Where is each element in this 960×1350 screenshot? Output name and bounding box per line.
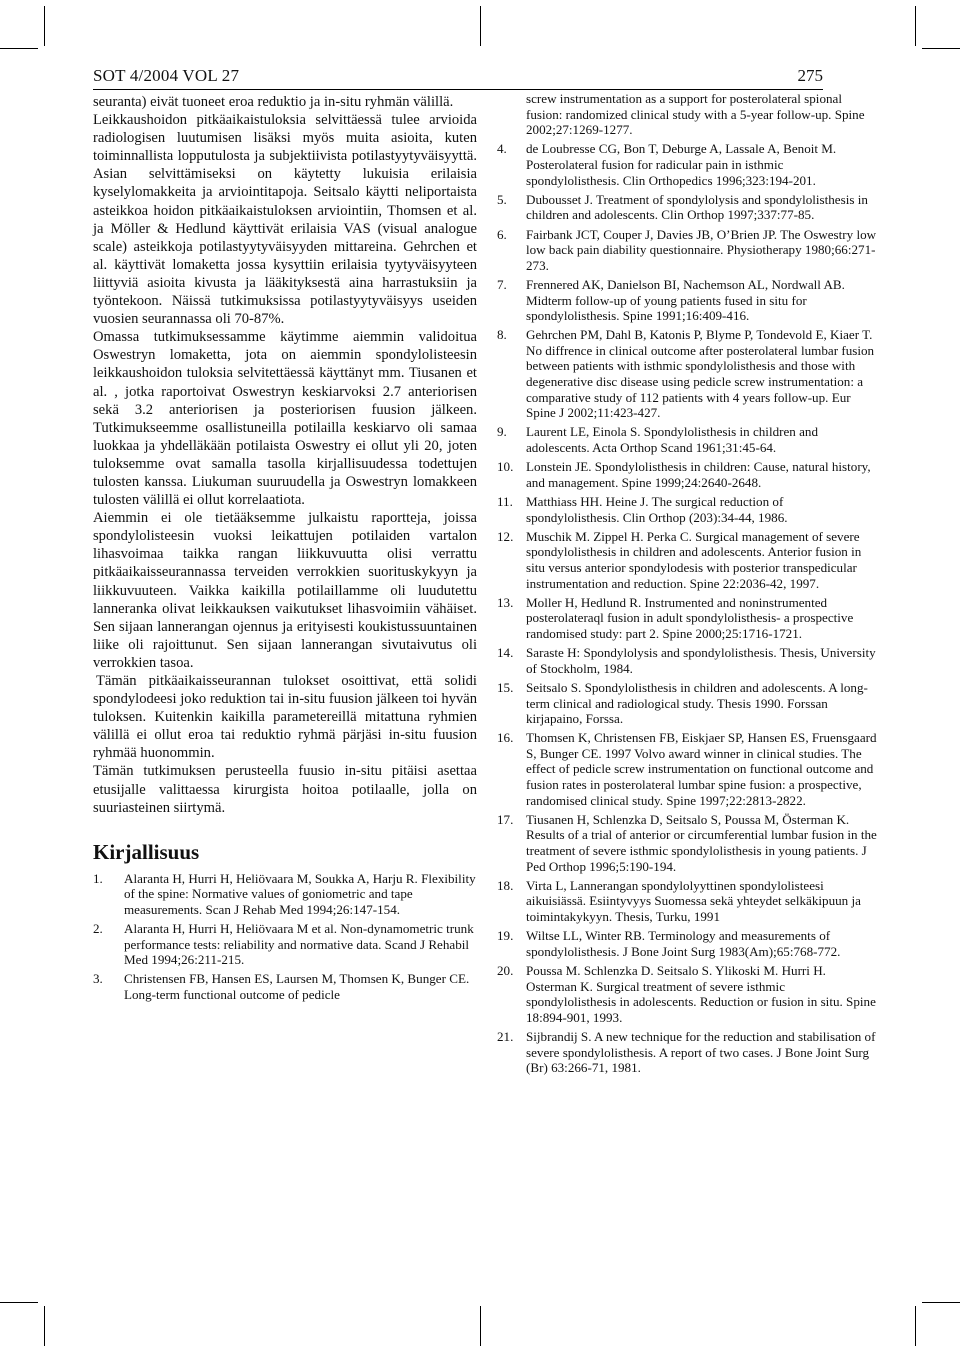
reference-item (497, 680, 877, 727)
crop-mark (44, 1306, 45, 1346)
reference-item (497, 227, 877, 274)
left-column (93, 93, 477, 1006)
reference-text: Moller H, Hedlund R. Instrumented and noninstrumented posterolateraql fusion in adult spondylolisthesis- a prospective randomised study: part 2. Spine 2000;25:1716-1721. (526, 594, 854, 641)
body-paragraph: Aiemmin ei ole tietääksemme julkaistu raportteja, joissa spondylolisteesin vuoksi leikattujen potilaiden vartalon lihasvoimaa taikka rangan liikkuvuutta olisi verrattu pitkäaikaisseurannassa terveiden verrokkien suorituskykyyn ja liikkuvuuteen. Vaikka kaikilla potilaillamme oli luudutettu lanneranka olivat leikkauksen vaikutukset lihasvoimiin vähäiset. Sen sijaan lannerangan ojennus ja erityisesti koukistussuuntainen liike oli rajoittunut. Sen sijaan lannerangan sivutaivutus oli verrokkien tasoa. (93, 510, 477, 671)
reference-number: 6. (497, 226, 507, 242)
reference-text: Fairbank JCT, Couper J, Davies JB, O’Brien JP. The Oswestry low low back pain diability questionnaire. Physiotherapy 1980;66:271-273. (526, 226, 877, 273)
reference-number: 10. (497, 459, 514, 475)
reference-item (497, 730, 877, 808)
reference-text: Lonstein JE. Spondylolisthesis in children: Cause, natural history, and management. Spine 1999;24:2640-2648. (526, 459, 871, 490)
reference-item (497, 963, 877, 1025)
reference-item (497, 812, 877, 874)
reference-number: 8. (497, 327, 507, 343)
reference-number: 2. (93, 921, 103, 937)
reference-text: Frennered AK, Danielson BI, Nachemson AL, Nordwall AB. Midterm follow-up of young patients fused in situ for spondylolisthesis. Spine 1991;16:409-416. (526, 276, 845, 324)
crop-mark (922, 48, 960, 49)
body-paragraph: Omassa tutkimuksessamme käytimme aiemmin validoitua Oswestryn lomaketta, jota on aiemmin spondylolisteesin leikkaushoidon tuloksia selvitettäessä käyttänyt mm. Tiusanen et al. , jotka raportoivat Oswestryn keskiarvoksi 2.7 anteriorisen sekä 3.2 anteriorisen ja posteriorisen fuusion jälkeen. Tutkimukseemme osallistuneilla potilailla keskiarvo oli samaa luokkaa ja yhdelläkään potilaista Oswestry ei ollut yli 20, joten tuloksemme ovat samalla tasolla kirjallisuudessa todettujen tulosten kanssa. Liukuman suuruudella ja Oswestryn lomakkeen tulosten välillä ei ollut korrelaatiota. (93, 329, 477, 509)
body-paragraph: Leikkaushoidon pitkäaikaistuloksia selvittäessä tulee arvioida radiologisen luutumisen lisäksi myös muita asioita, kuten toiminnallista lopputulosta ja subjektiivista potilastyytyväisyyttä. Asian selvittämiseksi on käytetty lukuisia erilaisia kyselylomakkeita ja arviointitapoja. Seitsalo käytti neliportaista asteikkoa hoidon pitkäaikaistuloksen arviointiin, Thomsen et al. ja Möller & Hedlund käyttivät erilaisia VAS (visual analogue scale) asteikkoja potilastyytyväisyyden mittareina. Gehrchen et al. käyttivät lomaketta jossa kysyttiin erilaisia tyytyväisyyteen liittyviä asioita kivusta ja lääkityksestä aina harrastuksiin ja työntekoon. Näissä tutkimuksissa potilastyytyväisyys useiden vuosien seurannassa oli 70-87%. (93, 112, 477, 328)
page-header (93, 66, 823, 90)
crop-mark (480, 6, 481, 46)
reference-number: 7. (497, 276, 507, 292)
crop-mark (0, 1302, 38, 1303)
reference-text: Christensen FB, Hansen ES, Laursen M, Thomsen K, Bunger CE. Long-term functional outcome of pedicle (124, 971, 470, 1002)
reference-list (93, 871, 477, 1003)
reference-text: Gehrchen PM, Dahl B, Katonis P, Blyme P, Tondevold E, Kiaer T. No diffrence in clinical outcome after posterolateral lumbar fusion between patients with isthmic spondylolisthesis and those with degenerative disc disease using pedicle screw instrumentation: a comparative study of 112 patients with 4 years follow-up. Eur Spine J 2002;11:423-427. (526, 327, 875, 421)
reference-text: de Loubresse CG, Bon T, Deburge A, Lassale A, Benoit M. Posterolateral fusion for radicular pain in isthmic spondylolisthesis. Clin Orthopedics 1996;323:194-201. (526, 141, 837, 188)
reference-item (93, 921, 477, 968)
reference-number: 11. (497, 494, 513, 509)
reference-continuation: screw instrumentation as a support for posterolateral spional fusion: randomized clinical study with a 5-year follow-up. Spine 2002;27:1269-1277. (526, 91, 865, 138)
body-paragraph: seuranta) eivät tuoneet eroa reduktio ja in-situ ryhmän välillä. (93, 94, 454, 110)
reference-text: Tiusanen H, Schlenzka D, Seitsalo S, Poussa M, Österman K. Results of a trial of anterior or circumferential lumbar fusion in the treatment of severe isthmic spondylolisthesis in young patients. J Ped Orthop 1996;5:190-194. (526, 811, 877, 874)
reference-item (93, 871, 477, 918)
reference-item (93, 971, 477, 1002)
reference-number: 16. (497, 730, 514, 746)
reference-text: Matthiass HH. Heine J. The surgical reduction of spondylolisthesis. Clin Orthop (203):34-44, 1986. (526, 494, 788, 525)
reference-text: Thomsen K, Christensen FB, Eiskjaer SP, Hansen ES, Fruensgaard S, Bunger CE. 1997 Volvo award winner in clinical studies. The effect of pedicle screw instrumentation on functional outcome and fusion rates in posterolateral lumbar spine fusion: a prospective, randomised clinical study. Spine 1997;22:2813-2822. (526, 730, 877, 808)
reference-number: 17. (497, 811, 514, 827)
crop-mark (44, 6, 45, 46)
reference-item (497, 595, 877, 642)
reference-number: 3. (93, 971, 103, 987)
reference-item (497, 141, 877, 188)
reference-text: Seitsalo S. Spondylolisthesis in children and adolescents. A long-term clinical and radiological study. Thesis 1990. Forssan kirjapaino, Forssa. (526, 679, 868, 727)
reference-number: 9. (497, 424, 507, 440)
reference-number: 21. (497, 1028, 514, 1044)
reference-item (497, 192, 877, 223)
reference-text: Wiltse LL, Winter RB. Terminology and measurements of spondylolisthesis. J Bone Joint Surg 1983(Am);65:768-772. (526, 928, 841, 959)
crop-mark (915, 1306, 916, 1346)
reference-number: 12. (497, 528, 514, 544)
reference-number: 19. (497, 928, 514, 944)
reference-number: 5. (497, 191, 507, 207)
reference-number: 13. (497, 594, 514, 610)
reference-number: 15. (497, 679, 514, 695)
reference-text: Virta L, Lannerangan spondylolyyttinen spondylolisteesi aikuisiässä. Esiintyvyys Suomessa sekä yhteydet selkäkipuun ja toimintakykyyn. Thesis, Turku, 1991 (526, 877, 861, 924)
reference-list (497, 141, 877, 1075)
reference-item (497, 327, 877, 421)
reference-text: Muschik M. Zippel H. Perka C. Surgical management of severe spondylolisthesis in children and adolescents. Anterior fusion in situ versus anterior spondylodesis with posterior transpedicular instrumentation and reduction. Spine 22:2036-42, 1997. (526, 528, 862, 591)
reference-number: 20. (497, 962, 514, 978)
journal-label: SOT 4/2004 VOL 27 (93, 66, 240, 85)
reference-item (497, 878, 877, 925)
crop-mark (0, 48, 38, 49)
reference-item (497, 928, 877, 959)
reference-item (497, 645, 877, 676)
page-number: 275 (797, 66, 823, 85)
reference-item (497, 529, 877, 591)
reference-number: 18. (497, 877, 514, 893)
reference-item (497, 1029, 877, 1076)
reference-text: Sijbrandij S. A new technique for the reduction and stabilisation of severe spondylolisthesis. A report of two cases. J Bone Joint Surg (Br) 63:266-71, 1981. (526, 1028, 876, 1076)
reference-text: Saraste H: Spondylolysis and spondylolisthesis. Thesis, University of Stockholm, 1984. (526, 645, 876, 676)
reference-text: Alaranta H, Hurri H, Heliövaara M et al. Non-dynamometric trunk performance tests: reliability and normative data. Scand J Rehabil Med 1994;26:211-215. (124, 921, 474, 968)
body-paragraph: Tämän pitkäaikaisseurannan tulokset osoittivat, että solidi spondylodeesi joko reduktion tai in-situ fuusion jälkeen toi hyvän tuloksen. Kuitenkin kaikilla parametereillä mitattuna ryhmien välillä ei ollut eroa tai reduktio ryhmä pärjäsi in-situ fuusion ryhmää huonommin. (93, 673, 477, 762)
reference-text: Dubousset J. Treatment of spondylolysis and spondylolisthesis in children and adolescents. Clin Orthop 1997;337:77-85. (526, 191, 868, 223)
body-paragraph: Tämän tutkimuksen perusteella fuusio in-situ pitäisi asettaa etusijalle valittaessa kirurgista hoitoa potilaalle, jolla on suuriasteinen siirtymä. (93, 763, 477, 816)
reference-text: Poussa M. Schlenzka D. Seitsalo S. Ylikoski M. Hurri H. Osterman K. Surgical treatment of severe isthmic spondylolisthesis in adolescents. Reduction or fusion in situ. Spine 18:894-901, 1993. (526, 962, 876, 1025)
reference-item (497, 277, 877, 324)
right-column (497, 91, 877, 1079)
reference-item (497, 424, 877, 455)
crop-mark (915, 6, 916, 46)
crop-mark (480, 1306, 481, 1346)
reference-text: Alaranta H, Hurri H, Heliövaara M, Soukka A, Harju R. Flexibility of the spine: Normative values of goniometric and tape measurements. Scan J Rehab Med 1994;26:147-154. (124, 870, 476, 918)
reference-text: Laurent LE, Einola S. Spondylolisthesis in children and adolescents. Acta Orthop Scand 1961;31:45-64. (526, 424, 819, 456)
reference-number: 4. (497, 141, 507, 157)
reference-item (497, 459, 877, 490)
reference-number: 14. (497, 645, 514, 661)
reference-number: 1. (93, 870, 103, 886)
crop-mark (922, 1302, 960, 1303)
reference-item (497, 494, 877, 525)
header-rule (93, 89, 823, 90)
references-heading: Kirjallisuus (93, 839, 200, 864)
